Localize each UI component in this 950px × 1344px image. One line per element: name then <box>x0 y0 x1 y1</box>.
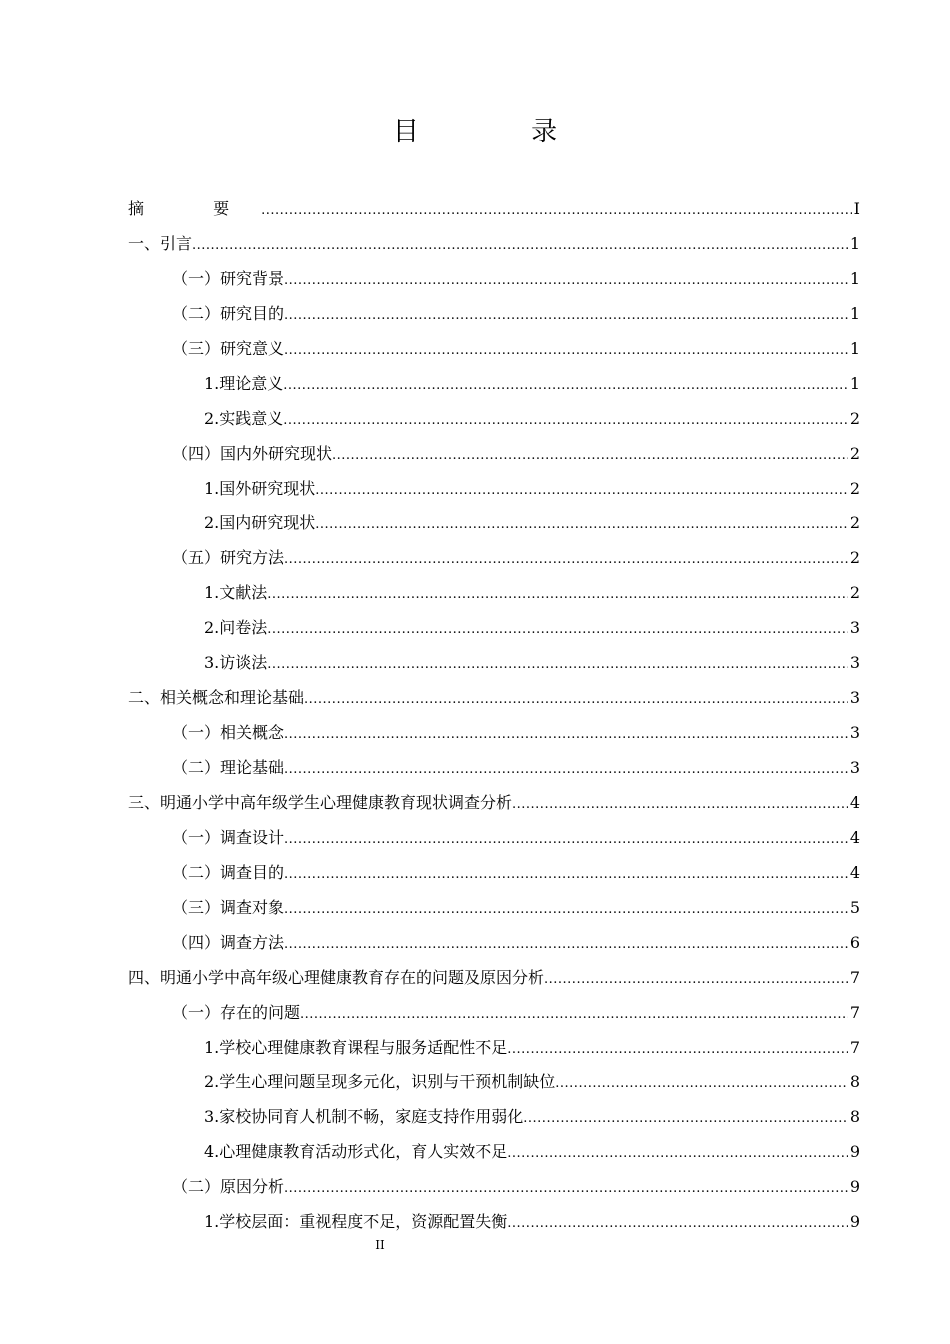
toc-leader-dots <box>544 961 848 996</box>
toc-leader-dots <box>284 926 848 961</box>
toc-entry-label: （四）国内外研究现状 <box>172 443 333 463</box>
toc-entry[interactable] <box>128 646 860 681</box>
toc-leader-dots <box>315 506 848 541</box>
toc-entry[interactable] <box>128 297 860 332</box>
toc-entry[interactable] <box>128 611 860 646</box>
toc-entry-label: （一）相关概念 <box>172 723 285 743</box>
toc-leader-dots <box>284 716 848 751</box>
toc-entry-page: 2 <box>849 478 860 498</box>
toc-entry-label: （一）存在的问题 <box>172 1002 301 1022</box>
toc-leader-dots <box>523 1100 848 1135</box>
toc-entry-page: 7 <box>849 967 860 987</box>
toc-entry[interactable] <box>128 402 860 437</box>
toc-leader-dots <box>507 1135 848 1170</box>
toc-entry-label: 1.国外研究现状 <box>204 478 316 498</box>
toc-entry-label: （二）原因分析 <box>172 1177 285 1197</box>
toc-entry-label: 四、明通小学中高年级心理健康教育存在的问题及原因分析 <box>128 967 545 987</box>
page-footer-number: II <box>375 1238 385 1252</box>
toc-entry[interactable] <box>128 786 860 821</box>
toc-entry-page: 1 <box>849 268 860 288</box>
toc-entry-label: （三）调查对象 <box>172 897 285 917</box>
toc-leader-dots <box>284 821 848 856</box>
toc-entry-page: 2 <box>849 408 860 428</box>
toc-entry-page: 9 <box>849 1177 860 1197</box>
toc-leader-dots <box>284 262 848 297</box>
toc-entry[interactable] <box>128 821 860 856</box>
toc-leader-dots <box>304 681 848 716</box>
toc-leader-dots <box>267 646 848 681</box>
toc-entry-label: 1.理论意义 <box>204 373 284 393</box>
toc-entry-page: 7 <box>849 1037 860 1057</box>
toc-entry-page: 3 <box>849 723 860 743</box>
toc-entry[interactable] <box>128 1135 860 1170</box>
toc-entry[interactable] <box>128 716 860 751</box>
toc-leader-dots <box>192 227 848 262</box>
toc-entry-page: 6 <box>849 932 860 952</box>
toc-entry-label: 三、明通小学中高年级学生心理健康教育现状调查分析 <box>128 792 513 812</box>
toc-entry-label: （五）研究方法 <box>172 548 285 568</box>
toc-entry[interactable] <box>128 437 860 472</box>
toc-leader-dots <box>283 402 848 437</box>
toc-entry-label: （二）调查目的 <box>172 862 285 882</box>
toc-entry-page: 2 <box>849 443 860 463</box>
toc-entry[interactable] <box>128 576 860 611</box>
toc-entry-label: 3.家校协同育人机制不畅，家庭支持作用弱化 <box>204 1107 524 1127</box>
toc-entry-label: 摘 要 <box>128 199 262 218</box>
toc-entry-label: 2.国内研究现状 <box>204 513 316 533</box>
toc-entry-label: 4.心理健康教育活动形式化，育人实效不足 <box>204 1142 508 1162</box>
toc-entry-page: 9 <box>849 1212 860 1232</box>
toc-entry-label: 一、引言 <box>128 233 193 253</box>
toc-entry-page: 1 <box>849 373 860 393</box>
toc-entry-label: （二）理论基础 <box>172 758 285 777</box>
toc-entry-page: 7 <box>849 1002 860 1022</box>
toc-entry[interactable] <box>128 961 860 996</box>
toc-entry-page: 2 <box>849 583 860 603</box>
toc-leader-dots <box>284 541 848 576</box>
toc-leader-dots <box>267 611 848 646</box>
toc-leader-dots <box>512 786 848 821</box>
toc-leader-dots <box>284 332 848 367</box>
toc-leader-dots <box>283 367 848 402</box>
toc-entry-page: 3 <box>849 618 860 638</box>
page-title: 目 录 <box>392 117 610 147</box>
toc-entry[interactable] <box>128 751 860 786</box>
toc-entry-page: 9 <box>849 1142 860 1162</box>
toc-entry-page: 8 <box>849 1072 860 1092</box>
toc-entry[interactable] <box>128 926 860 961</box>
toc-entry-label: （一）研究背景 <box>172 268 285 288</box>
toc-entry[interactable] <box>128 1031 860 1066</box>
toc-entry-page: 1 <box>849 233 860 253</box>
toc-entry-page: 2 <box>849 548 860 568</box>
toc-entry[interactable] <box>128 192 860 227</box>
toc-entry-page: 3 <box>849 653 860 673</box>
table-of-contents <box>128 192 860 1240</box>
toc-entry[interactable] <box>128 506 860 541</box>
toc-entry-label: 1.学校心理健康教育课程与服务适配性不足 <box>204 1037 508 1057</box>
toc-entry-page: 3 <box>849 758 860 777</box>
toc-entry-label: （四）调查方法 <box>172 932 285 952</box>
toc-leader-dots <box>555 1065 848 1100</box>
toc-entry-page: 3 <box>849 688 860 708</box>
toc-entry[interactable] <box>128 1205 860 1240</box>
toc-entry[interactable] <box>128 1100 860 1135</box>
toc-entry-label: 二、相关概念和理论基础 <box>128 688 305 708</box>
toc-entry[interactable] <box>128 227 860 262</box>
toc-leader-dots <box>284 297 848 332</box>
toc-entry-page: 1 <box>849 303 860 323</box>
toc-entry[interactable] <box>128 367 860 402</box>
toc-entry[interactable] <box>128 541 860 576</box>
toc-entry-label: （一）调查设计 <box>172 827 285 847</box>
toc-entry-page: 4 <box>849 827 860 847</box>
toc-entry[interactable] <box>128 262 860 297</box>
toc-entry[interactable] <box>128 1065 860 1100</box>
toc-entry-page: 4 <box>849 862 860 882</box>
toc-entry[interactable] <box>128 891 860 926</box>
toc-entry-label: 1.文献法 <box>204 583 268 603</box>
toc-leader-dots <box>507 1031 848 1066</box>
toc-entry-page: 2 <box>849 513 860 533</box>
toc-entry-label: 2.实践意义 <box>204 408 284 428</box>
toc-leader-dots <box>261 192 852 227</box>
toc-entry[interactable] <box>128 996 860 1031</box>
toc-leader-dots <box>315 472 848 507</box>
toc-entry-page: 1 <box>849 338 860 358</box>
toc-entry-label: （三）研究意义 <box>172 338 285 358</box>
toc-entry-page: 4 <box>849 792 860 812</box>
toc-leader-dots <box>284 1170 848 1205</box>
toc-leader-dots <box>332 437 848 472</box>
toc-leader-dots <box>284 751 848 786</box>
toc-entry-label: 3.访谈法 <box>204 653 268 673</box>
toc-entry-label: 2.学生心理问题呈现多元化，识别与干预机制缺位 <box>204 1072 556 1092</box>
toc-entry[interactable] <box>128 1170 860 1205</box>
toc-leader-dots <box>284 856 848 891</box>
toc-entry[interactable] <box>128 332 860 367</box>
toc-entry[interactable] <box>128 856 860 891</box>
toc-entry[interactable] <box>128 472 860 507</box>
toc-leader-dots <box>507 1205 848 1240</box>
toc-entry-label: 2.问卷法 <box>204 618 268 638</box>
toc-entry-label: 1.学校层面：重视程度不足，资源配置失衡 <box>204 1212 508 1232</box>
toc-entry-page: 5 <box>849 897 860 917</box>
toc-leader-dots <box>267 576 848 611</box>
toc-entry[interactable] <box>128 681 860 716</box>
toc-entry-label: （二）研究目的 <box>172 303 285 323</box>
toc-leader-dots <box>300 996 848 1031</box>
toc-leader-dots <box>284 891 848 926</box>
toc-entry-page: I <box>853 199 860 218</box>
toc-entry-page: 8 <box>849 1107 860 1127</box>
